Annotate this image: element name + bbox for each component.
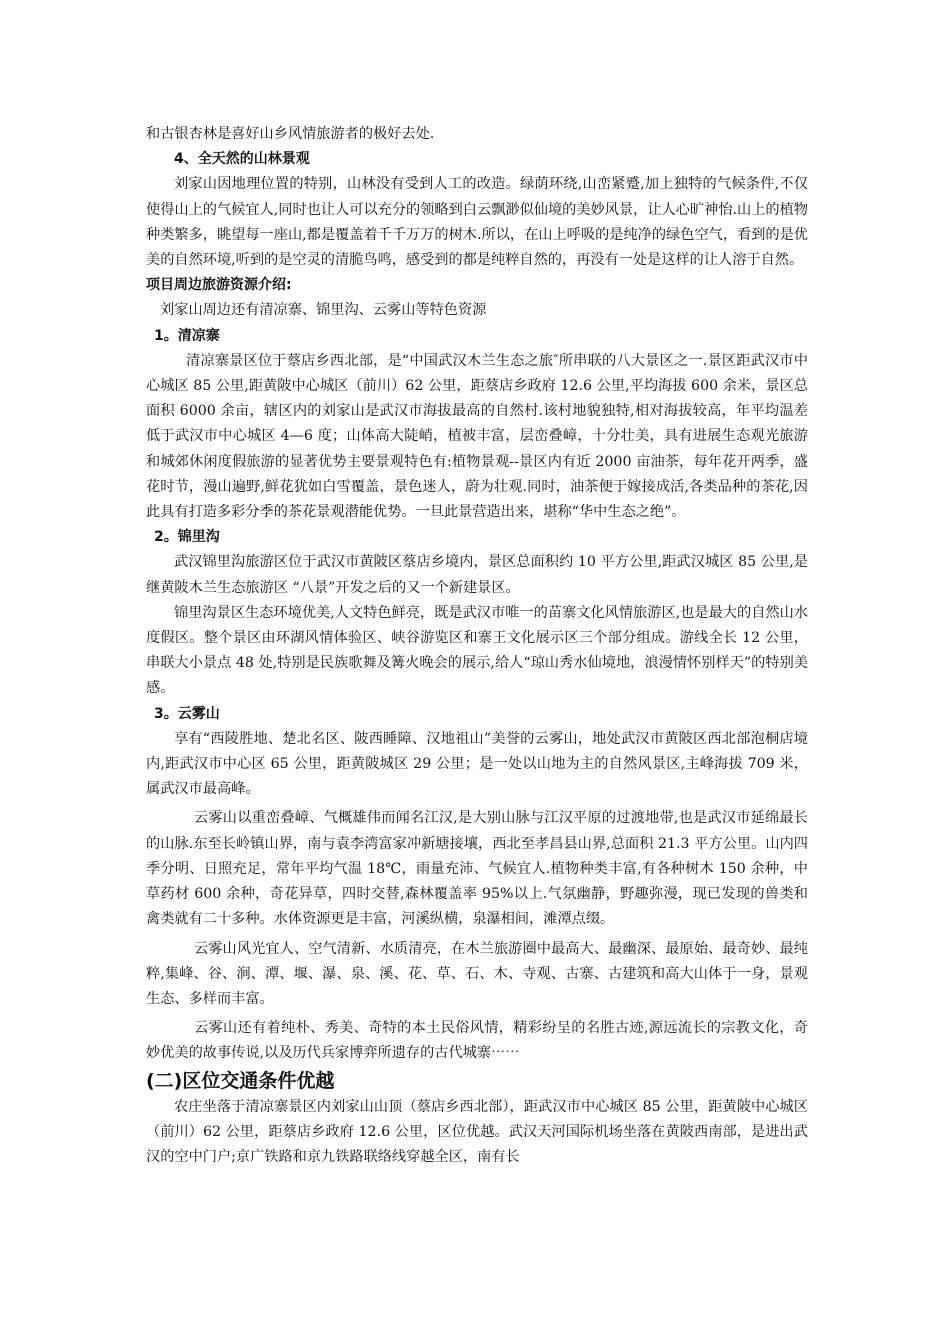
heading-qingliangzhai: 1。清凉寨 [154,327,220,344]
paragraph-yunwushan-2: 云雾山以重峦叠嶂、气概雄伟而闻名江汉,是大别山脉与江汉平原的过渡地带,也是武汉市延绵最长的山脉.东至长岭镇山界，南与袁李湾富家冲新塘接壤，西北至孝昌县山界,总面积 21.3 平方公里。山内四季分明、日照充足，常年平均气温 18℃，雨量充沛、气候宜人.植物种类丰富,有各种树木 150 余种，中草药材 600 余种，奇花异草，四时交替,森林覆盖率 95%以上.气氛幽静，野趣弥漫，现已发现的兽类和禽类就有二十多种。水体资源更是丰富，河溪纵横，泉瀑相间，滩潭点缀。 [146,810,808,928]
heading-jinligou: 2。锦里沟 [154,529,220,546]
document-page [146,122,808,1170]
section-heading-natural-forest: 4、全天然的山林景观 [174,151,310,168]
paragraph-qingliangzhai: 清凉寨景区位于蔡店乡西北部，是“中国武汉木兰生态之旅″所串联的八大景区之一.景区距武汉市中心城区 85 公里,距黄陂中心城区（前川）62 公里，距蔡店乡政府 12.6 公里,平均海拔 600 余米，景区总面积 6000 余亩，辖区内的刘家山是武汉市海拔最高的自然村.该村地貌独特,相对海拔较高，年平均温差低于武汉市中心城区 4—6 度；山体高大陡峭，植被丰富，层峦叠嶂，十分壮美，具有进展生态观光旅游和城郊休闲度假旅游的显著优势主要景观特色有:植物景观--景区内有近 2000 亩油茶，每年花开两季，盛花时节，漫山遍野,鲜花犹如白雪覆盖，景色迷人，蔚为壮观.同时，油茶便于嫁接成活,各类品种的茶花,因此具有打造多彩分季的茶花景观潜能优势。一旦此景营造出来，堪称“华中生态之绝”。 [146,352,808,521]
heading-yunwushan: 3。云雾山 [154,705,220,722]
section-heading-traffic: (二)区位交通条件优越 [146,1069,335,1092]
paragraph-traffic: 农庄坐落于清凉寨景区内刘家山山顶（蔡店乡西北部），距武汉市中心城区 85 公里，距黄陂中心城区（前川）62 公里，距蔡店乡政府 12.6 公里，区位优越。武汉天河国际机场坐落在黄陂西南部，是进出武汉的空中门户;京广铁路和京九铁路联络线穿越全区，南有长 [146,1098,808,1165]
paragraph-yunwushan-4: 云雾山还有着纯朴、秀美、奇特的本土民俗风情，精彩纷呈的名胜古迹,源远流长的宗教文化，奇妙优美的故事传说,以及历代兵家博弈所遗存的古代城寨⋯⋯ [146,1020,808,1062]
paragraph-natural-forest: 刘家山因地理位置的特别，山林没有受到人工的改造。绿荫环绕,山峦紧蹙,加上独特的气候条件,不仅使得山上的气候宜人,同时也让人可以充分的领略到白云飘渺似仙境的美妙风景，让人心旷神怡.山上的植物种类繁多，眺望每一座山,都是覆盖着千千万万的树木.所以，在山上呼吸的是纯净的绿色空气，看到的是优美的自然环境,听到的是空灵的清脆鸟鸣，感受到的都是纯粹自然的，再没有一处是这样的让人溶于自然。 [146,176,808,269]
surrounding-resources-intro: 刘家山周边还有清凉寨、锦里沟、云雾山等特色资源 [160,302,487,319]
paragraph-yunwushan-3: 云雾山风光宜人、空气清新、水质清亮，在木兰旅游圈中最高大、最幽深、最原始、最奇妙、最纯粹,集峰、谷、涧、潭、堰、瀑、泉、溪、花、草、石、木、寺观、古寨、古建筑和高大山体于一身，景观生态、多样而丰富。 [146,940,808,1007]
paragraph-jinligou-1: 武汉锦里沟旅游区位于武汉市黄陂区蔡店乡境内，景区总面积约 10 平方公里,距武汉城区 85 公里,是继黄陂木兰生态旅游区 “八景”开发之后的又一个新建景区。 [146,554,808,596]
paragraph-yunwushan-1: 享有“西陵胜地、楚北名区、陂西睡障、汉地祖山”美誉的云雾山，地处武汉市黄陂区西北部泡桐店境内,距武汉市中心区 65 公里，距黄陂城区 29 公里；是一处以山地为主的自然风景区,主峰海拔 709 米，属武汉市最高峰。 [146,730,808,798]
surrounding-resources-heading: 项目周边旅游资源介绍: [146,277,292,294]
paragraph-jinligou-2: 锦里沟景区生态环境优美,人文特色鲜亮，既是武汉市唯一的苗寨文化风情旅游区,也是最大的自然山水度假区。整个景区由环湖风情体验区、峡谷游览区和寨王文化展示区三个部分组成。游线全长 12 公里，串联大小景点 48 处,特别是民族歌舞及篝火晚会的展示,给人“琼山秀水仙境地，浪漫情怀别样天”的特别美感。 [146,604,808,697]
top-line: 和古银杏林是喜好山乡风情旅游者的极好去处. [146,126,435,142]
